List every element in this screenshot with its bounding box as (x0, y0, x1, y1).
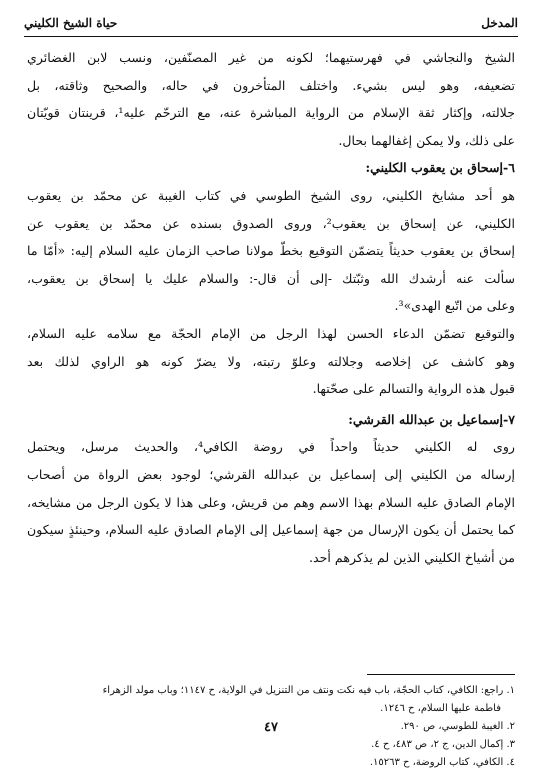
text-line: وعلى من اتّبع الهدى»³. (394, 298, 515, 314)
footnote-divider (367, 674, 515, 675)
text-line: روى له الكليني حديثاً واحداً في روضة الكافي⁴، والحديث مرسل، ويحتمل (27, 439, 515, 455)
header-book-title: حياة الشيخ الكليني (24, 16, 118, 30)
paragraph-4 (27, 433, 515, 571)
footnote-1-continued: فاطمة عليها السلام، ح ١٢٤٦. (380, 703, 501, 714)
footnote-2: ٢. الغيبة للطوسي، ص ٢٩٠. (400, 721, 515, 732)
text-line: على ذلك، ولا يمكن إغفالهما بحال. (338, 132, 515, 148)
header-section-title: المدخل (481, 16, 518, 30)
section-heading-7: ٧-إسماعيل بن عبدالله القرشي: (348, 411, 515, 427)
text-line: تضعيفه، وهو ليس بشيء. واختلف المتأخرون في حاله، والصحيح وثاقته، بل (27, 77, 515, 93)
text-line: هو أحد مشايخ الكليني، روى الشيخ الطوسي في كتاب الغيبة عن محمّد بن يعقوب (27, 187, 515, 203)
paragraph-1 (27, 44, 515, 154)
text-line: إرساله من الكليني إلى إسماعيل بن عبدالله القرشي؛ لوجود بعض الرواة من أصحاب (27, 466, 515, 482)
header-divider (24, 36, 518, 37)
text-line: والتوقيع تضمّن الدعاء الحسن لهذا الرجل من الإمام الحجّة مع سلامه عليه السلام، (27, 325, 515, 341)
paragraph-2 (27, 182, 515, 320)
text-line: وهو كاشف عن إخلاصه وجلالته وعلوّ رتبته، ولا يضرّ كونه هو الراوي لذلك بعد (27, 353, 515, 369)
text-line: الإمام الصادق عليه السلام بهذا الاسم وهم من قريش، وعلى هذا لا يكون الرجل من مشايخه، (27, 494, 515, 510)
section-heading-6: ٦-إسحاق بن يعقوب الكليني: (365, 160, 515, 176)
text-line: جلالته، وإكثار ثقة الإسلام من الرواية المباشرة عنه، مع الترحّم عليه¹، قرينتان قويّتان (27, 105, 515, 121)
footnote-4: ٤. الكافي، كتاب الروضة، ح ١٥٢٦٣. (369, 757, 515, 768)
text-line: الكليني، عن إسحاق بن يعقوب²، وروى الصدوق بسنده عن محمّد بن يعقوب عن (27, 215, 515, 231)
text-line: قبول هذه الرواية والتسالم على صحّتها. (312, 381, 515, 397)
text-line: من أشياخ الكليني الذين لم يذكرهم أحد. (309, 549, 515, 565)
text-line: الشيخ والنجاشي في فهرستيهما؛ لكونه من غير المصنّفين، ونسب لابن الغضائري (27, 50, 515, 65)
text-line: سألت عنه أرشدك الله وثبّتك -إلى أن قال-: والسلام عليك يا إسحاق بن يعقوب، (27, 270, 515, 286)
footnote-3: ٣. إكمال الدين، ج ٢، ص ٤٨٣، ح ٤. (371, 739, 515, 750)
page-number: ٤٧ (264, 720, 278, 735)
text-line: كما يحتمل أن يكون الإرسال من جهة إسماعيل إلى الإمام الصادق عليه السلام، وحينئذٍ سيكون (27, 522, 515, 538)
footnote-1: ١. راجع: الكافي، كتاب الحجّة، باب فيه نكت ونتف من التنزيل في الولاية، ح ١١٤٧؛ وباب مولد الزهراء (102, 685, 515, 696)
text-line: إسحاق بن يعقوب حديثاً يتضمّن التوقيع بخطّ مولانا صاحب الزمان عليه السلام إليه: «أمّا ما (27, 243, 515, 259)
paragraph-3 (27, 320, 515, 403)
main-text (27, 44, 515, 571)
running-header (24, 16, 518, 36)
